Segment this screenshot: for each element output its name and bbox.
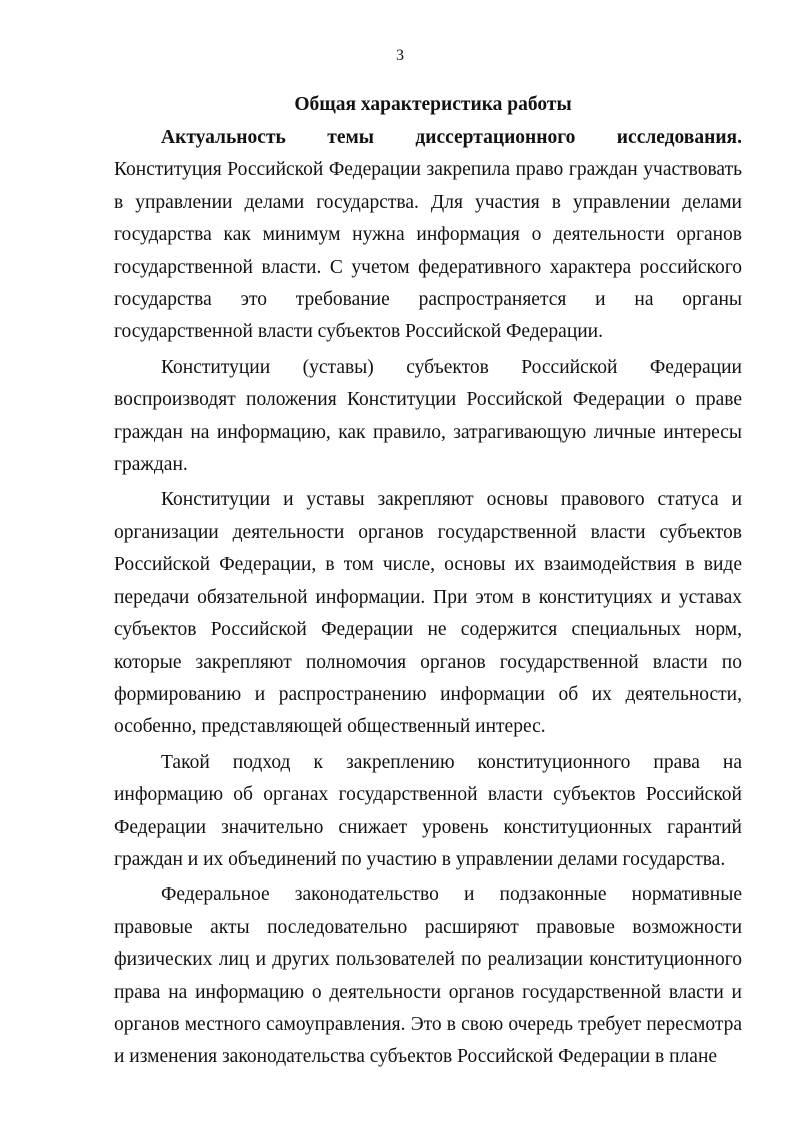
paragraph-constitutions: Конституции (уставы) субъектов Российской Федерации воспроизводят положения Конституции Российской Федерации о праве граждан на информацию, как правило, затрагивающую личные интересы граждан. (114, 356, 742, 476)
paragraph-text: Конституция Российской Федерации закрепила право граждан участвовать в управлении делами государства. Для участия в управлении делами государства как минимум нужна информация о деятельности органов государственной власти. С учетом федеративного характера российского государства это требование распространяется и на органы государственной власти субъектов Российской Федерации. (114, 159, 742, 343)
section-heading: Общая характеристика работы (294, 94, 572, 115)
paragraph-lead: Актуальность темы диссертационного исследования. (161, 127, 742, 148)
paragraph-relevance (114, 122, 742, 349)
paragraph-charters: Конституции и уставы закрепляют основы правового статуса и организации деятельности органов государственной власти субъектов Российской Федерации, в том числе, основы их взаимодействия в виде передачи обязательной информации. При этом в конституциях и уставах субъектов Российской Федерации не содержится специальных норм, которые закрепляют полномочия органов государственной власти по формированию и распространению информации об их деятельности, особенно, представляющей общественный интерес. (114, 489, 742, 738)
page-number: 3 (396, 47, 404, 64)
paragraph-approach: Такой подход к закреплению конституционного права на информацию об органах государственной власти субъектов Российской Федерации значительно снижает уровень конституционных гарантий граждан и их объединений по участию в управлении делами государства. (114, 751, 742, 870)
paragraph-federal-law: Федеральное законодательство и подзаконные нормативные правовые акты последовательно расширяют правовые возможности физических лиц и других пользователей по реализации конституционного права на информацию о деятельности органов государственной власти и органов местного самоуправления. Это в свою очередь требует пересмотра и изменения законодательства субъектов Российской Федерации в плане (114, 884, 742, 1068)
document-body (114, 88, 742, 1074)
